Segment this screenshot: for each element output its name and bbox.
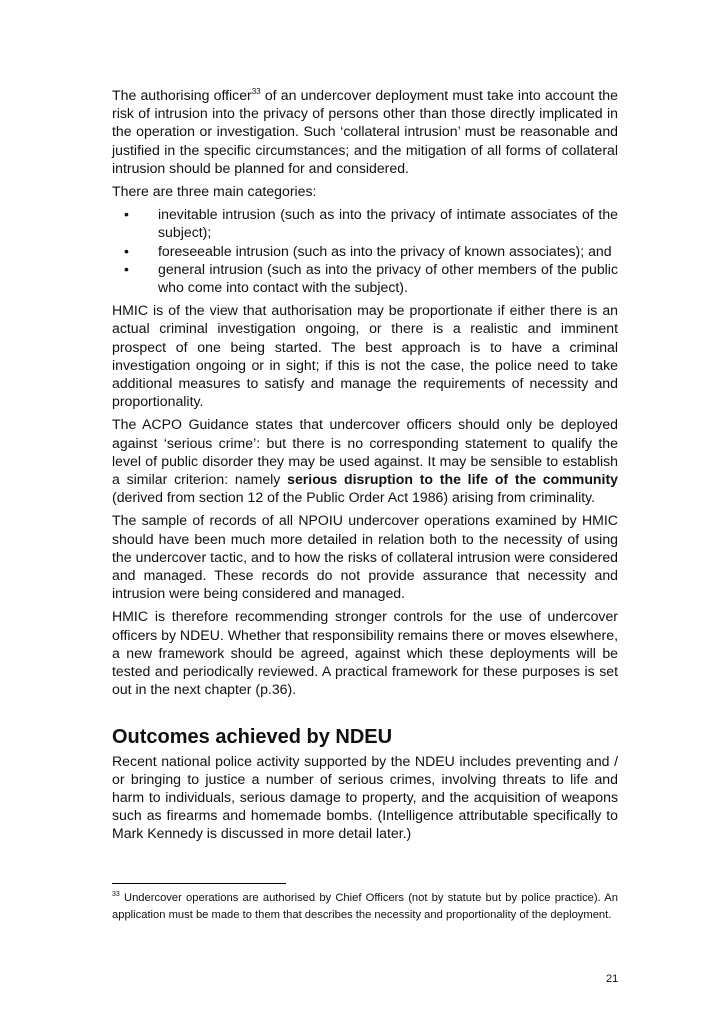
paragraph-recommendation: HMIC is therefore recommending stronger controls for the use of undercover officers by NDEU. Whether that responsibility remains there or moves elsewhere, a new framework should be agreed, against which these deployments will be tested and periodically reviewed. A practical framework for these purposes is set out in the next chapter (p.36). (112, 608, 618, 698)
list-item: • foreseeable intrusion (such as into the privacy of known associates); and (124, 242, 612, 259)
categories-list (112, 205, 618, 296)
paragraph-proportionality: HMIC is of the view that authorisation may be proportionate if either there is an actual criminal investigation ongoing, or there is a realistic and imminent prospect of one being started. The best approach is to have a criminal investigation ongoing or in sight; if this is not the case, the police need to take additional measures to satisfy and manage the requirements of necessity and proportionality. (112, 302, 618, 410)
page-number: 21 (606, 973, 619, 985)
bullet-icon: • (124, 242, 129, 259)
paragraph-acpo-guidance: The ACPO Guidance states that undercover officers should only be deployed against ‘serious crime’: but there is no corresponding statement to qualify the level of public disorder they may be used against. It may be sensible to establish a similar criterion: namely serious disruption to the life of the community (derived from section 12 of the Public Order Act 1986) arising from criminality. (112, 416, 618, 506)
bullet-icon: • (124, 206, 129, 223)
paragraph-collateral-intrusion: The authorising officer$^{33}$ of an undercover deployment must take into account the risk of intrusion into the privacy of persons other than those directly implicated in the operation or investigation. Such ‘collateral intrusion’ must be reasonable and justified in the specific circumstances; and the mitigation of all forms of collateral intrusion should be planned for and considered. (112, 87, 618, 176)
footnote-reference[interactable]: 33 (251, 87, 261, 96)
footnote-number: 33 (112, 891, 120, 898)
paragraph-outcomes: Recent national police activity supported by the NDEU includes preventing and / or bringing to justice a number of serious crimes, involving threats to life and harm to individuals, serious damage to property, and the acquisition of weapons such as firearms and homemade bombs. (Intelligence attributable specifically to Mark Kennedy is discussed in more detail later.) (112, 752, 618, 842)
list-item: • general intrusion (such as into the privacy of other members of the public who come into contact with the subject). (124, 260, 618, 296)
bullet-icon: • (124, 260, 129, 277)
section-heading: Outcomes achieved by NDEU (112, 725, 393, 748)
bold-criterion: serious disruption to the life of the community (287, 471, 618, 488)
footnote-divider (112, 883, 286, 884)
list-item: • inevitable intrusion (such as into the privacy of intimate associates of the subject); (124, 206, 618, 241)
body-text (112, 86, 618, 848)
paragraph-categories-intro: There are three main categories: (112, 183, 317, 200)
paragraph-npoiu-records: The sample of records of all NPOIU undercover operations examined by HMIC should have been much more detailed in relation both to the necessity of using the undercover tactic, and to how the risks of collateral intrusion were considered and managed. These records do not provide assurance that necessity and intrusion were being considered and managed. (112, 512, 618, 602)
footnote: $^{33}$ Undercover operations are authorised by Chief Officers (not by statute but by police practice). An application must be made to them that describes the necessity and proportionality of the deployment. (112, 891, 618, 921)
